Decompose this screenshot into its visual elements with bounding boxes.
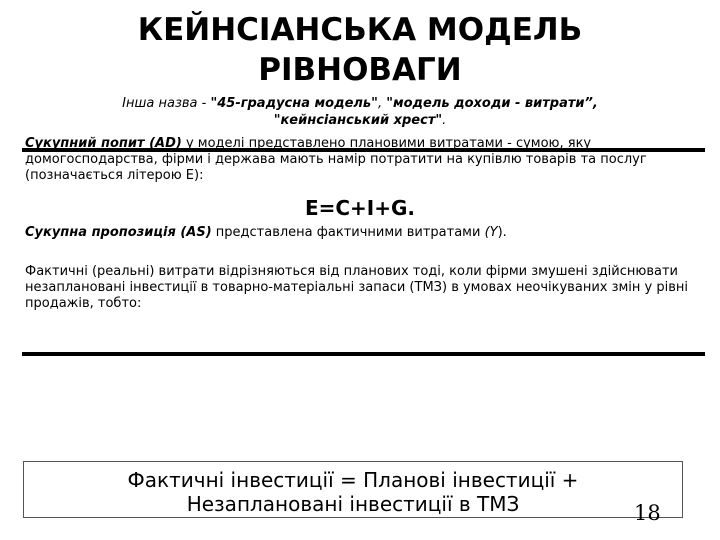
investment-identity-box <box>23 461 683 518</box>
aggregate-supply-text: представлена фактичними витратами <box>211 225 485 240</box>
alt-name-45-degree: "45-градусна модель" <box>210 96 378 111</box>
planned-expenditure-formula: E=C+I+G. <box>304 196 416 220</box>
page-number: 18 <box>634 501 661 525</box>
aggregate-supply-end: ). <box>497 225 507 240</box>
actual-vs-planned-paragraph: Фактичні (реальні) витрати відрізняються від планових тоді, коли фірми змушені здійснювати незаплановані інвестиції в товарно-матеріальні запаси (ТМЗ) в умовах неочікуваних змін у рівні продажів, тобто: <box>25 264 689 311</box>
aggregate-supply-term: Сукупна пропозиція (AS) <box>25 225 212 240</box>
title-line-1: КЕЙНСІАНСЬКА МОДЕЛЬ <box>137 12 583 48</box>
alt-names-separator: , <box>377 96 387 111</box>
divider-bottom <box>22 352 705 356</box>
alt-names-end: . <box>442 113 447 128</box>
aggregate-demand-term: Сукупний попит (AD) <box>25 136 182 151</box>
alternative-names <box>40 95 680 129</box>
slide-title <box>0 10 720 90</box>
aggregate-supply-symbol: (Y <box>484 225 498 240</box>
investment-identity-line-2: Незаплановані інвестиції в ТМЗ <box>186 492 520 516</box>
aggregate-supply-paragraph <box>25 225 695 241</box>
alt-names-prefix: Інша назва - <box>122 96 211 111</box>
alt-name-keynesian-cross: "кейнсіанський хрест" <box>273 113 443 128</box>
aggregate-demand-text: у моделі представлено плановими витратами - сумою, яку домогосподарства, фірми і держава мають намір потратити на купівлю товарів та послуг (позначається літерою Е): <box>25 136 647 183</box>
investment-identity-line-1: Фактичні інвестиції = Планові інвестиції + <box>127 468 579 492</box>
alt-name-income-expenditure: "модель доходи - витрати”, <box>386 96 598 111</box>
title-line-2: РІВНОВАГИ <box>258 52 462 88</box>
aggregate-demand-paragraph <box>25 136 695 184</box>
